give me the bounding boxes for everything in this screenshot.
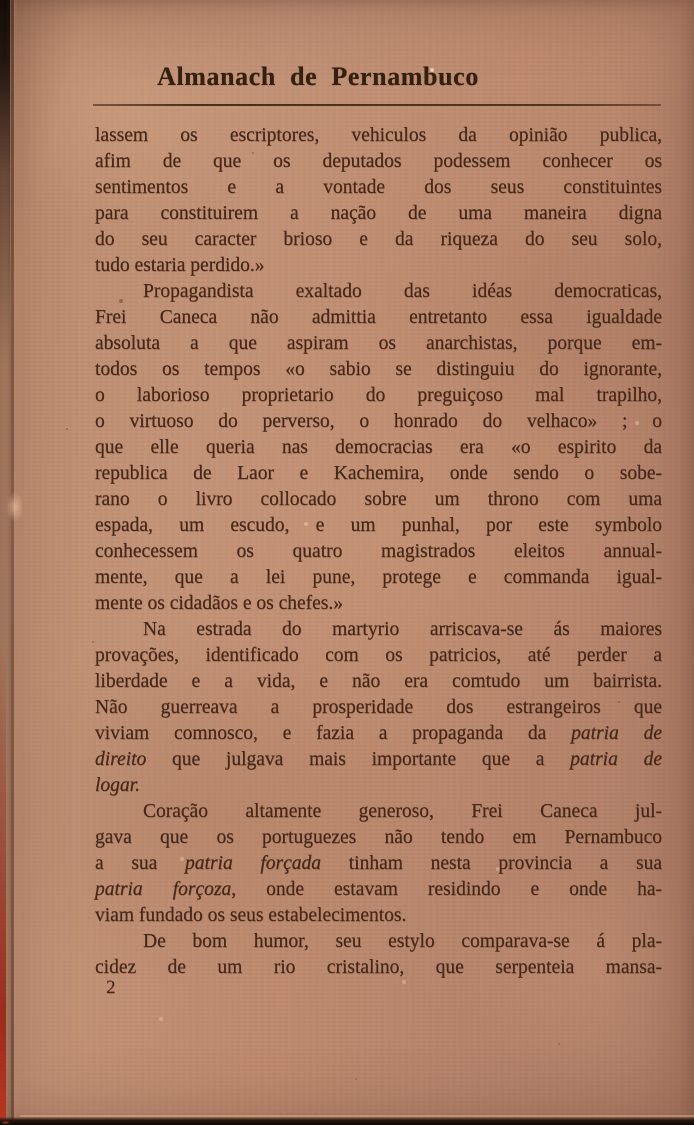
text-line: [95, 383, 662, 409]
text-line: [95, 175, 662, 201]
body-text: tudo estaria perdido.»: [95, 255, 265, 276]
text-line: [95, 877, 662, 903]
body-text: provações, identificado com os patricios, até perder a: [95, 645, 662, 666]
text-line: [95, 435, 662, 461]
body-text: que julgava mais importante que a: [146, 749, 571, 770]
body-text: do seu caracter brioso e da riqueza do seu solo,: [95, 229, 662, 250]
body-text: viam fundado os seus estabelecimentos.: [95, 905, 407, 926]
body-text: conhecessem os quatro magistrados eleitos annual-: [95, 541, 662, 562]
body-text: a sua: [95, 853, 186, 874]
bottom-page-edge: [0, 1117, 694, 1125]
text-line: [95, 487, 662, 513]
text-line: [95, 669, 662, 695]
text-line: [95, 409, 662, 435]
spine-red-edge: [0, 640, 6, 1125]
page-title: Almanach de Pernambuco: [157, 62, 479, 91]
body-text: o virtuoso do perverso, o honrado do velhaco» ; o: [95, 411, 662, 432]
text-line: [95, 695, 662, 721]
body-text: espada, um escudo, e um punhal, por este symbolo: [95, 515, 662, 536]
text-line: [95, 799, 662, 825]
italic-text: patria forçada: [185, 853, 322, 874]
binding-edge: [0, 0, 10, 520]
italic-text: logar.: [95, 775, 140, 796]
italic-text: patria de: [570, 749, 662, 770]
body-text: viviam comnosco, e fazia a propaganda da: [95, 723, 572, 744]
body-text: absoluta a que aspiram os anarchistas, porque em-: [95, 333, 662, 354]
paper-specks: [0, 0, 2, 2]
text-line: [95, 773, 662, 799]
text-line: [95, 929, 662, 955]
text-line: [95, 279, 662, 305]
body-text: sentimentos e a vontade dos seus constituintes: [95, 177, 662, 198]
text-line: [95, 357, 662, 383]
paper-chip: [6, 492, 24, 522]
body-text: De bom humor, seu estylo comparava-se á pla-: [143, 931, 662, 952]
body-text: todos os tempos «o sabio se distinguiu do ignorante,: [95, 359, 662, 380]
body-text: o laborioso proprietario do preguiçoso mal trapilho,: [95, 385, 662, 406]
body-text: mente, que a lei pune, protege e commanda igual-: [95, 567, 662, 588]
text-line: [95, 565, 662, 591]
body-text: Propagandista exaltado das idéas democraticas,: [143, 281, 662, 302]
body-text: mente os cidadãos e os chefes.»: [95, 593, 343, 614]
text-line: [95, 149, 662, 175]
body-text: afim de que os deputados podessem conhecer os: [95, 151, 662, 172]
body-text: lassem os escriptores, vehiculos da opinião publica,: [95, 125, 662, 146]
text-line: [95, 903, 662, 929]
text-line: [95, 539, 662, 565]
corner-shadow: [0, 0, 26, 40]
body-text: para constituirem a nação de uma maneira digna: [95, 203, 662, 224]
text-line: [95, 851, 662, 877]
body-text: gava que os portuguezes não tendo em Pernambuco: [95, 827, 662, 848]
body-text: republica de Laor e Kachemira, onde sendo o sobe-: [95, 463, 662, 484]
text-line: [95, 201, 662, 227]
body-text: Coração altamente generoso, Frei Caneca jul-: [143, 801, 662, 822]
body-text: que elle queria nas democracias era «o espirito da: [95, 437, 662, 458]
italic-text: patria de: [571, 723, 662, 744]
text-line: [95, 747, 662, 773]
corner-red-cover: [0, 1113, 28, 1125]
page-crease: [11, 0, 14, 1125]
body-text: rano o livro collocado sobre um throno com uma: [95, 489, 662, 510]
body-text: cidez de um rio cristalino, que serpenteia mansa-: [95, 957, 662, 978]
header-rule: [93, 104, 661, 106]
text-line: [95, 331, 662, 357]
text-line: [95, 305, 662, 331]
text-line: [95, 123, 662, 149]
page-body: [95, 123, 662, 981]
page-number: 2: [106, 977, 116, 998]
text-line: [95, 461, 662, 487]
italic-text: patria forçoza: [95, 879, 232, 900]
body-text: Não guerreava a prosperidade dos estrangeiros que: [95, 697, 662, 718]
text-line: [95, 591, 662, 617]
text-line: [95, 253, 662, 279]
text-line: [95, 721, 662, 747]
body-text: liberdade e a vida, e não era comtudo um bairrista.: [95, 671, 662, 692]
body-text: , onde estavam residindo e onde ha-: [231, 879, 662, 900]
text-line: [95, 643, 662, 669]
text-line: [95, 825, 662, 851]
text-line: [95, 617, 662, 643]
italic-text: direito: [95, 749, 147, 770]
body-text: Na estrada do martyrio arriscava-se ás maiores: [143, 619, 662, 640]
text-line: [95, 955, 662, 981]
text-line: [95, 513, 662, 539]
text-line: [95, 227, 662, 253]
body-text: Frei Caneca não admittia entretanto essa igualdade: [95, 307, 662, 328]
body-text: tinham nesta provincia a sua: [321, 853, 663, 874]
